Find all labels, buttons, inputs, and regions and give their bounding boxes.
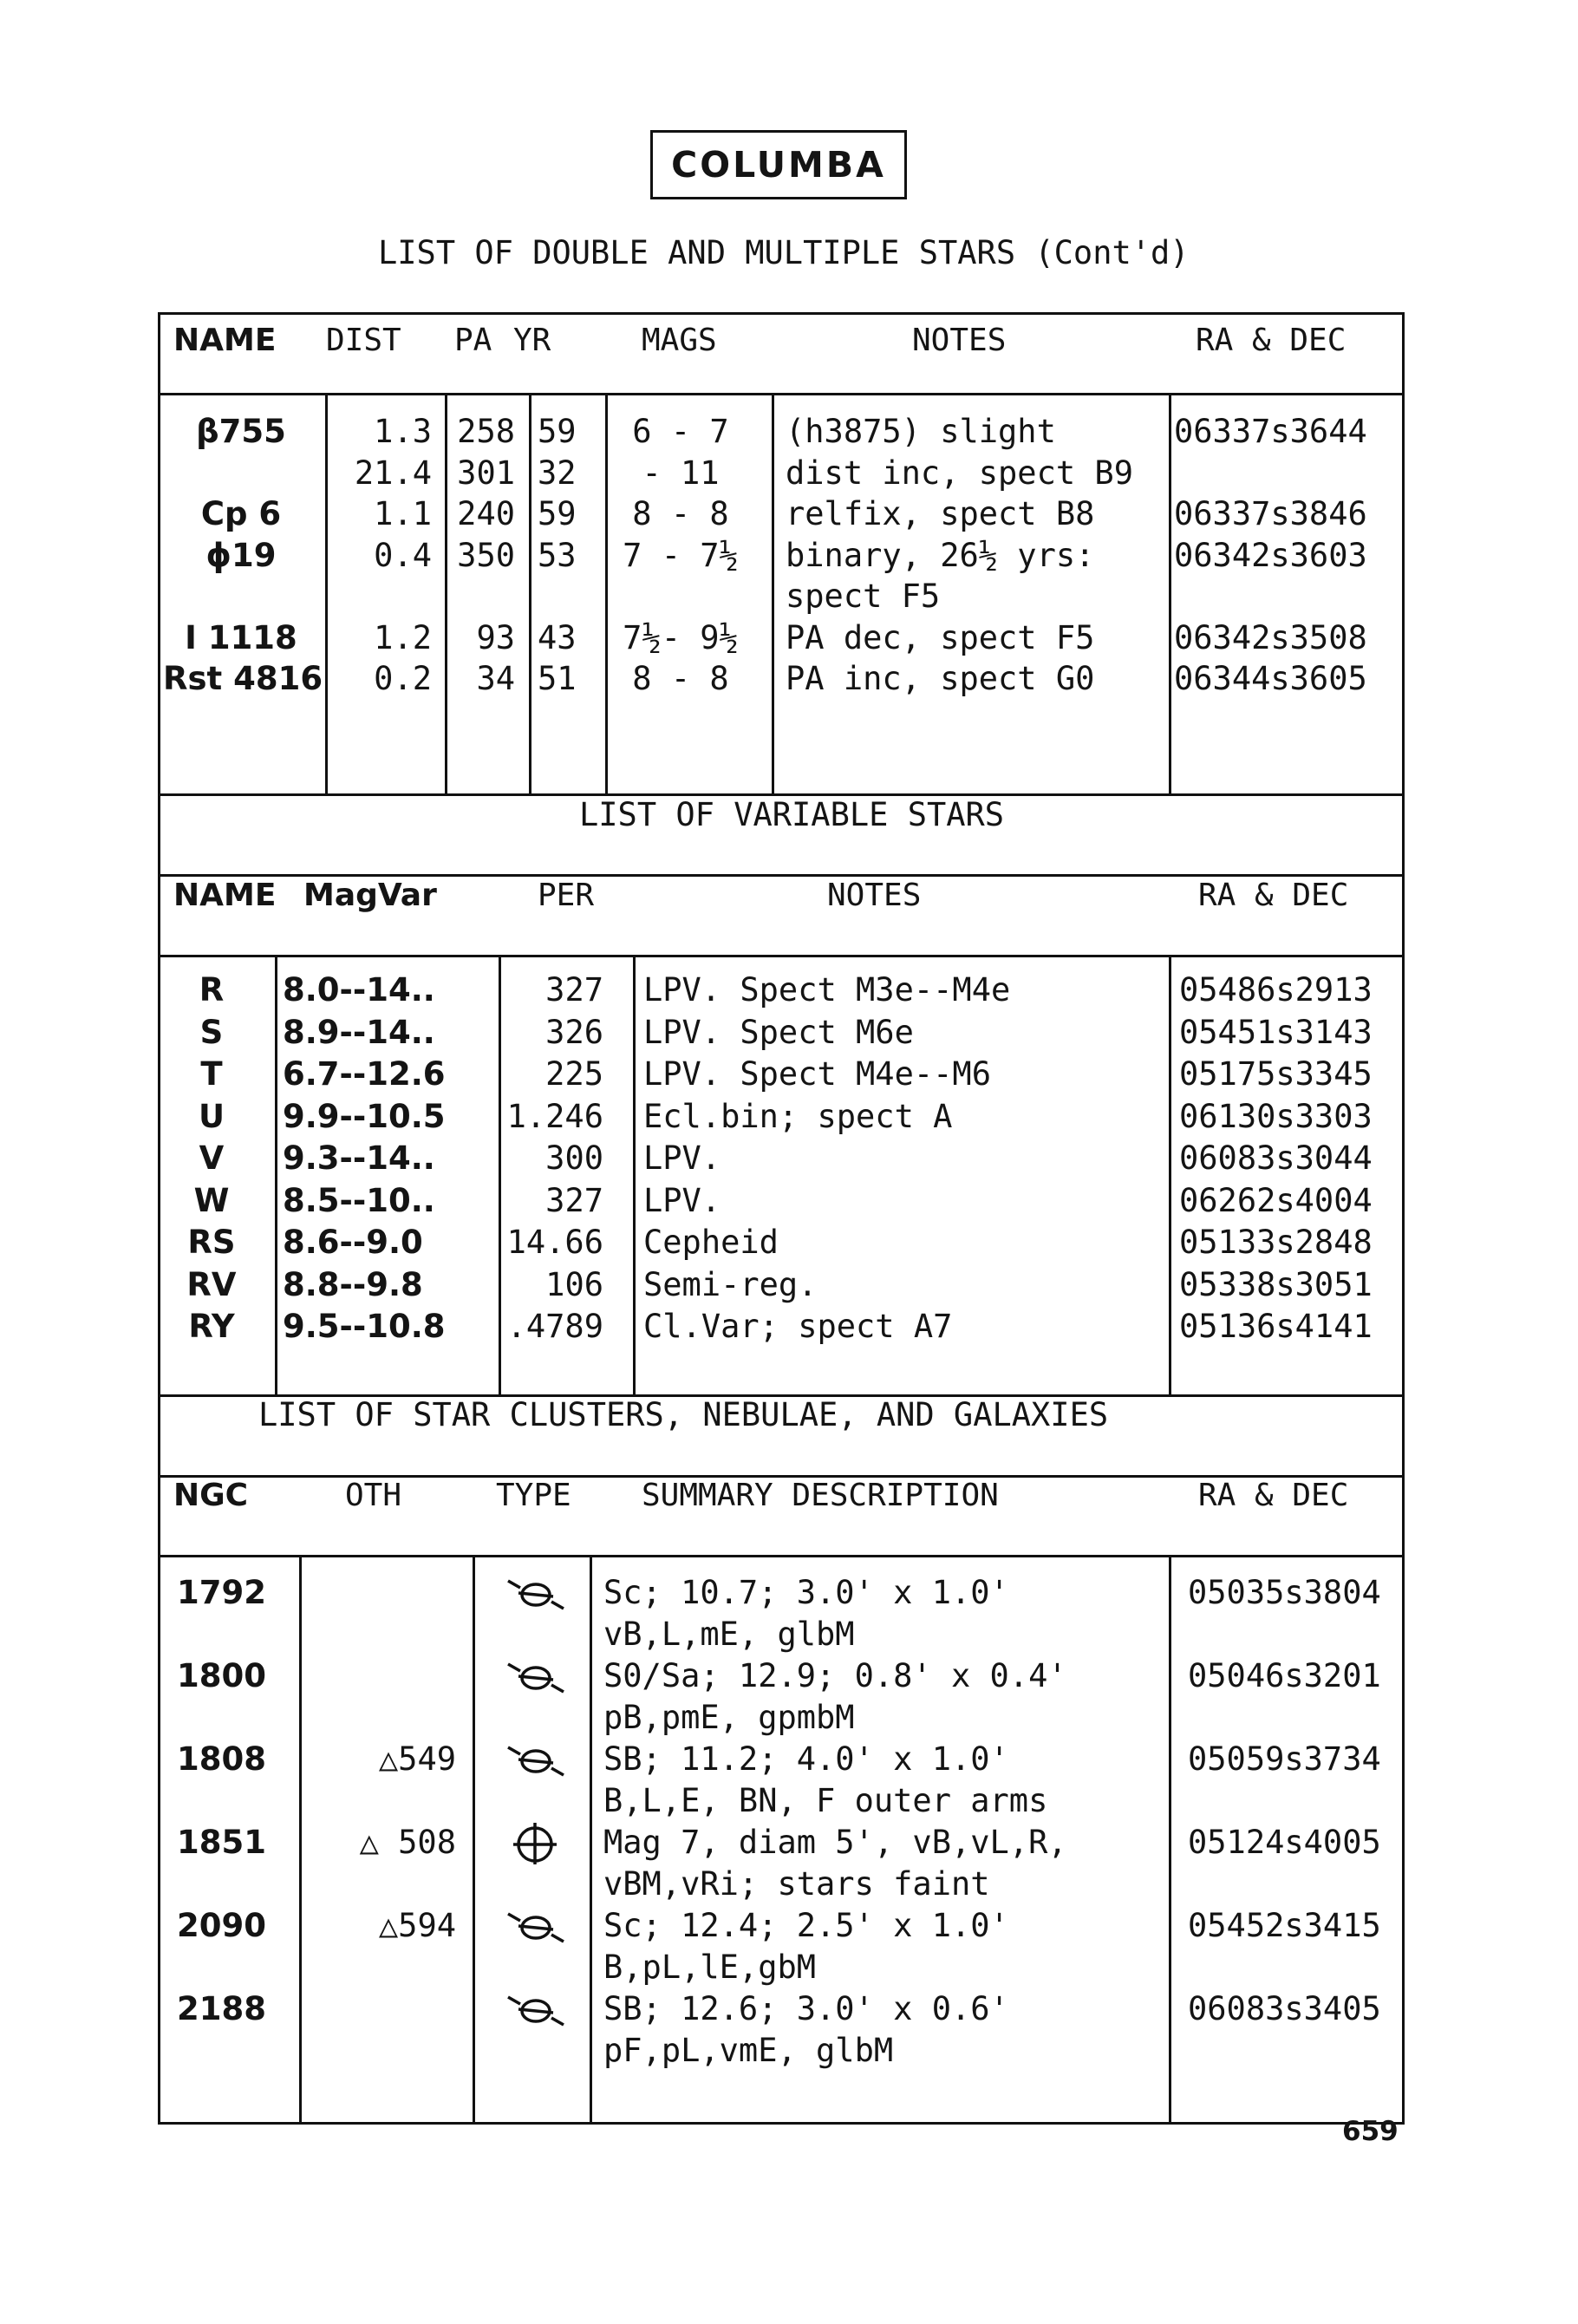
vrule [605,393,608,793]
col-header-ngc: NGC [173,1478,249,1513]
ra-dec: 06337s3846 [1174,495,1367,532]
galaxy-icon [505,1570,565,1616]
galaxy-icon [505,1903,565,1949]
description-line-1: Sc; 10.7; 3.0' x 1.0' [603,1574,1009,1611]
ra-dec: 06344s3605 [1174,660,1367,697]
separation: 0.2 [374,660,432,697]
magnitudes: - 11 [642,454,720,492]
magnitudes: 8 - 8 [632,495,729,532]
magnitude-range: 8.8--9.8 [283,1265,423,1303]
star-name: Cp 6 [200,495,282,532]
col-header-dist: DIST [326,323,401,358]
rule-clusters-header [160,1555,1402,1557]
vrule [1169,1555,1171,2122]
notes: PA inc, spect G0 [786,660,1095,697]
col-header-pa: PA [454,323,492,358]
position-angle: 34 [476,660,515,697]
ra-dec: 05124s4005 [1188,1824,1381,1861]
period: 300 [545,1139,603,1177]
notes: Cepheid [643,1224,779,1261]
notes: LPV. Spect M4e--M6 [643,1055,991,1093]
variable-name: U [198,1097,225,1135]
description-line-1: SB; 11.2; 4.0' x 1.0' [603,1740,1009,1778]
period: 14.66 [506,1224,603,1261]
year: 32 [538,454,577,492]
col-header-mags: MAGS [642,323,717,358]
description-line-1: Sc; 12.4; 2.5' x 1.0' [603,1907,1009,1944]
col-header-oth: OTH [345,1478,402,1513]
vrule [1169,955,1171,1394]
position-angle: 301 [457,454,515,492]
ra-dec: 05451s3143 [1179,1013,1373,1051]
page-subtitle: LIST OF DOUBLE AND MULTIPLE STARS (Cont'd) [378,234,1190,271]
col-header-radec: RA & DEC [1196,323,1347,358]
ngc-number: 2090 [177,1907,266,1944]
notes: LPV. Spect M6e [643,1013,914,1051]
notes: Cl.Var; spect A7 [643,1308,953,1345]
magnitude-range: 9.3--14.. [283,1139,435,1177]
notes: binary, 26½ yrs: [786,536,1095,574]
ra-dec: 05035s3804 [1188,1574,1381,1611]
vrule [445,393,447,793]
ra-dec: 06130s3303 [1179,1097,1373,1135]
description-line-1: SB; 12.6; 3.0' x 0.6' [603,1990,1009,2027]
magnitude-range: 8.9--14.. [283,1013,435,1051]
year: 59 [538,495,577,532]
period: 326 [545,1013,603,1051]
page-title: COLUMBA [650,130,907,199]
col-header-type: TYPE [496,1478,571,1513]
ra-dec: 05338s3051 [1179,1265,1373,1303]
description-line-2: pF,pL,vmE, glbM [603,2032,894,2069]
position-angle: 240 [457,495,515,532]
variable-name: T [200,1055,223,1093]
globular-cluster-icon [505,1820,565,1865]
vrule [590,1555,592,2122]
ra-dec: 05175s3345 [1179,1055,1373,1093]
description-line-2: pB,pmE, gpmbM [603,1699,855,1736]
magnitude-range: 9.5--10.8 [283,1308,446,1345]
description-line-1: S0/Sa; 12.9; 0.8' x 0.4' [603,1657,1067,1694]
vrule [1169,393,1171,793]
ra-dec: 05059s3734 [1188,1740,1381,1778]
star-name: I 1118 [185,618,297,656]
period: 327 [545,1181,603,1219]
separation: 1.2 [374,618,432,656]
col-header-notes: NOTES [827,878,922,913]
magnitudes: 8 - 8 [632,660,729,697]
ra-dec: 05486s2913 [1179,971,1373,1009]
col-header-desc: SUMMARY DESCRIPTION [642,1478,999,1513]
star-name: Rst 4816 [163,660,323,697]
period: .4789 [506,1308,603,1345]
ngc-number: 1792 [177,1574,266,1611]
vrule [772,393,774,793]
magnitudes: 7 - 7½ [623,536,739,574]
ngc-number: 1800 [177,1657,266,1694]
rule-variables-header-top [160,874,1402,877]
galaxy-icon [505,1654,565,1699]
page-number: 659 [1342,2116,1399,2147]
other-catalog: △549 [378,1740,456,1778]
col-header-yr: YR [513,323,551,358]
ra-dec: 06083s3044 [1179,1139,1373,1177]
ra-dec: 06342s3603 [1174,536,1367,574]
separation: 1.1 [374,495,432,532]
col-header-radec: RA & DEC [1198,1478,1349,1513]
notes: PA dec, spect F5 [786,618,1095,656]
position-angle: 350 [457,536,515,574]
galaxy-icon [505,1737,565,1782]
variable-name: RY [188,1308,235,1345]
ra-dec: 06342s3508 [1174,618,1367,656]
galaxy-icon [505,1987,565,2032]
period: 1.246 [506,1097,603,1135]
col-header-radec: RA & DEC [1198,878,1349,913]
position-angle: 258 [457,413,515,450]
col-header-magvar: MagVar [303,878,437,913]
col-header-per: PER [538,878,595,913]
separation: 1.3 [374,413,432,450]
vrule [325,393,328,793]
other-catalog: △594 [378,1907,456,1944]
variable-name: V [199,1139,225,1177]
star-name: β755 [196,413,286,450]
vrule [473,1555,475,2122]
period: 327 [545,971,603,1009]
magnitude-range: 8.0--14.. [283,971,435,1009]
variable-name: RV [186,1265,237,1303]
col-header-name: NAME [173,878,277,913]
ra-dec: 05046s3201 [1188,1657,1381,1694]
year: 59 [538,413,577,450]
notes: LPV. [643,1181,721,1219]
variable-name: W [193,1181,230,1219]
ra-dec: 05452s3415 [1188,1907,1381,1944]
magnitude-range: 6.7--12.6 [283,1055,446,1093]
period: 106 [545,1265,603,1303]
notes: Semi-reg. [643,1265,818,1303]
section-title-clusters: LIST OF STAR CLUSTERS, NEBULAE, AND GALAXIES [258,1396,1109,1433]
ra-dec: 06262s4004 [1179,1181,1373,1219]
year: 53 [538,536,577,574]
ngc-number: 1808 [177,1740,266,1778]
ra-dec: 06337s3644 [1174,413,1367,450]
notes: dist inc, spect B9 [786,454,1133,492]
ra-dec: 05133s2848 [1179,1224,1373,1261]
variable-name: R [199,971,225,1009]
magnitude-range: 9.9--10.5 [283,1097,446,1135]
ngc-number: 1851 [177,1824,266,1861]
variable-name: RS [187,1224,236,1261]
section-title-variables: LIST OF VARIABLE STARS [579,796,1005,833]
period: 225 [545,1055,603,1093]
position-angle: 93 [476,618,515,656]
variable-name: S [199,1013,224,1051]
ra-dec: 05136s4141 [1179,1308,1373,1345]
description-line-2: vB,L,mE, glbM [603,1616,855,1653]
notes: (h3875) slight [786,413,1056,450]
ra-dec: 06083s3405 [1188,1990,1381,2027]
magnitudes: 7½- 9½ [623,618,739,656]
notes: relfix, spect B8 [786,495,1095,532]
star-name: ϕ19 [205,536,277,574]
year: 51 [538,660,577,697]
vrule [529,393,531,793]
col-header-notes: NOTES [912,323,1007,358]
description-line-2: vBM,vRi; stars faint [603,1865,990,1903]
description-line-2: B,L,E, BN, F outer arms [603,1782,1048,1819]
notes: spect F5 [786,578,941,615]
magnitude-range: 8.5--10.. [283,1181,435,1219]
notes: LPV. [643,1139,721,1177]
ngc-number: 2188 [177,1990,266,2027]
rule-doubles-header [160,393,1402,395]
magnitudes: 6 - 7 [632,413,729,450]
separation: 21.4 [354,454,432,492]
col-header-name: NAME [173,323,277,358]
notes: LPV. Spect M3e--M4e [643,971,1011,1009]
year: 43 [538,618,577,656]
magnitude-range: 8.6--9.0 [283,1224,423,1261]
other-catalog: △ 508 [359,1824,456,1861]
vrule [275,955,277,1394]
rule-variables-header [160,955,1402,957]
description-line-2: B,pL,lE,gbM [603,1949,817,1986]
notes: Ecl.bin; spect A [643,1097,953,1135]
separation: 0.4 [374,536,432,574]
vrule [633,955,636,1394]
description-line-1: Mag 7, diam 5', vB,vL,R, [603,1824,1067,1861]
